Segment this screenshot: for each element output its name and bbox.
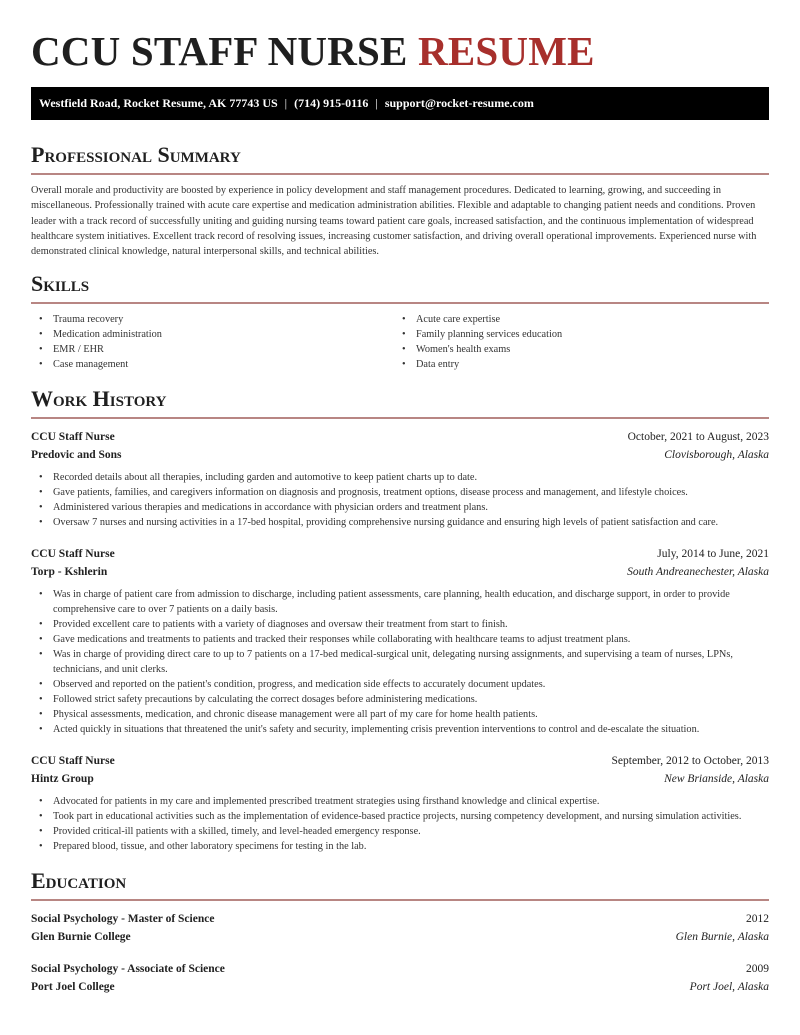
skills-column-right [394,312,757,372]
job-bullet: • Physical assessments, medication, and chronic disease management were all part of my care for home health patients. [53,707,769,722]
job-bullet: • Gave medications and treatments to patients and tracked their responses while collaborating with healthcare teams to adjust treatment plans. [53,632,769,647]
job-header-row [31,429,769,447]
section-heading-summary: Professional Summary [31,142,241,167]
education-entry [31,961,769,996]
job-location: New Brianside, Alaska [664,772,769,785]
job-company: Hintz Group [31,772,94,785]
job-company-row [31,447,769,465]
education-degree: Social Psychology - Associate of Science [31,963,225,976]
education-school: Glen Burnie College [31,930,131,943]
title-main: CCU STAFF NURSE [31,28,408,74]
job-bullet: • Advocated for patients in my care and implemented prescribed treatment strategies using firsthand knowledge and clinical expertise. [53,794,769,809]
education-degree-row [31,961,769,979]
section-heading-work-history: Work History [31,386,167,412]
contact-bar [31,87,769,120]
section-heading-education: Education [31,868,127,894]
section-divider [31,417,769,419]
skill-item: • Women's health exams [416,342,757,357]
job-bullet: • Prepared blood, tissue, and other laboratory specimens for testing in the lab. [53,839,769,854]
job-bullet: • Observed and reported on the patient's condition, progress, and medication side effects to accurately document updates. [53,677,769,692]
skill-item: • Medication administration [53,327,394,342]
job-entry [31,429,769,530]
contact-address: Westfield Road, Rocket Resume, AK 77743 US [39,96,278,110]
job-company: Torp - Kshlerin [31,565,108,578]
job-company: Predovic and Sons [31,448,122,461]
job-location: Clovisborough, Alaska [664,448,769,461]
section-heading-skills: Skills [31,271,90,297]
job-bullets [31,470,769,530]
resume-title [31,0,769,74]
contact-phone[interactable]: (714) 915-0116 [294,96,369,110]
skill-item: • Acute care expertise [416,312,757,327]
skill-item: • EMR / EHR [53,342,394,357]
skills-list [31,312,769,372]
education-location: Glen Burnie, Alaska [675,930,769,943]
job-bullet: • Oversaw 7 nurses and nursing activities in a 17-bed hospital, providing comprehensive nursing guidance and ensuring high levels of patient satisfaction and care. [53,515,769,530]
education-school-row [31,929,769,947]
job-title: CCU Staff Nurse [31,755,115,768]
job-bullet: • Was in charge of patient care from admission to discharge, including patient assessments, care planning, health education, and discharge support, in order to provide comprehensive care to over 7 patients on a daily basis. [53,587,769,617]
job-bullets [31,587,769,737]
skill-item: • Data entry [416,357,757,372]
job-bullet: • Administered various therapies and medications in accordance with physician orders and treatment plans. [53,500,769,515]
job-bullet: • Provided excellent care to patients with a variety of diagnoses and oversaw their treatment from start to finish. [53,617,769,632]
skill-item: • Case management [53,357,394,372]
section-divider [31,173,769,175]
job-bullet: • Took part in educational activities such as the implementation of evidence-based practice projects, nursing competency development, and nursing simulation activities. [53,809,769,824]
job-bullet: • Provided critical-ill patients with a skilled, timely, and level-headed emergency response. [53,824,769,839]
job-location: South Andreanechester, Alaska [627,565,769,578]
contact-email[interactable]: support@rocket-resume.com [384,96,534,110]
section-divider [31,302,769,304]
education-degree-row [31,911,769,929]
job-header-row [31,753,769,771]
education-entry [31,911,769,946]
title-accent: RESUME [418,28,595,74]
education-school-row [31,979,769,997]
education-school: Port Joel College [31,980,115,993]
education-location: Port Joel, Alaska [689,980,769,993]
job-bullets [31,794,769,854]
job-company-row [31,771,769,789]
job-company-row [31,564,769,582]
job-dates: September, 2012 to October, 2013 [611,755,769,768]
skill-item: • Trauma recovery [53,312,394,327]
contact-separator: | [375,96,378,110]
education-year: 2009 [746,963,769,976]
job-bullet: • Followed strict safety precautions by calculating the correct dosages before administering medications. [53,692,769,707]
job-bullet: • Was in charge of providing direct care to up to 7 patients on a 17-bed medical-surgical unit, delegating nursing assignments, and supervising a team of nurses, LPNs, technicians, and unit clerks. [53,647,769,677]
job-dates: July, 2014 to June, 2021 [657,548,769,561]
job-dates: October, 2021 to August, 2023 [627,431,769,444]
skills-column-left [31,312,394,372]
job-title: CCU Staff Nurse [31,548,115,561]
education-year: 2012 [746,913,769,926]
summary-text: Overall morale and productivity are boosted by experience in policy development and staff management procedures. Dedicated to learning, growing, and succeeding in miscellaneous. Professionally trained with acute care expertise and medication administration abilities. Flexible and adaptable to changing patient needs and conditions. Proven leader with a track record of successfully uniting and guiding nursing teams toward patient care goals, increased satisfaction, and the continuous implementation of widespread healthcare system initiatives. Excellent track record of resolving issues, increasing customer satisfaction, and driving overall operational improvements. Experienced nurse with demonstrated clinical knowledge, natural interpersonal skills, and technical abilities. [31,185,757,258]
section-divider [31,899,769,901]
job-entry [31,546,769,737]
job-bullet: • Recorded details about all therapies, including garden and automotive to keep patient charts up to date. [53,470,769,485]
job-header-row [31,546,769,564]
skill-item: • Family planning services education [416,327,757,342]
job-title: CCU Staff Nurse [31,431,115,444]
job-bullet: • Gave patients, families, and caregivers information on diagnosis and prognosis, treatment options, disease process and management, and lifestyle choices. [53,485,769,500]
job-entry [31,753,769,854]
education-degree: Social Psychology - Master of Science [31,913,215,926]
contact-separator: | [284,96,288,110]
job-bullet: • Acted quickly in situations that threatened the unit's safety and security, implementing crisis prevention interventions to control and de-escalate the situation. [53,722,769,737]
